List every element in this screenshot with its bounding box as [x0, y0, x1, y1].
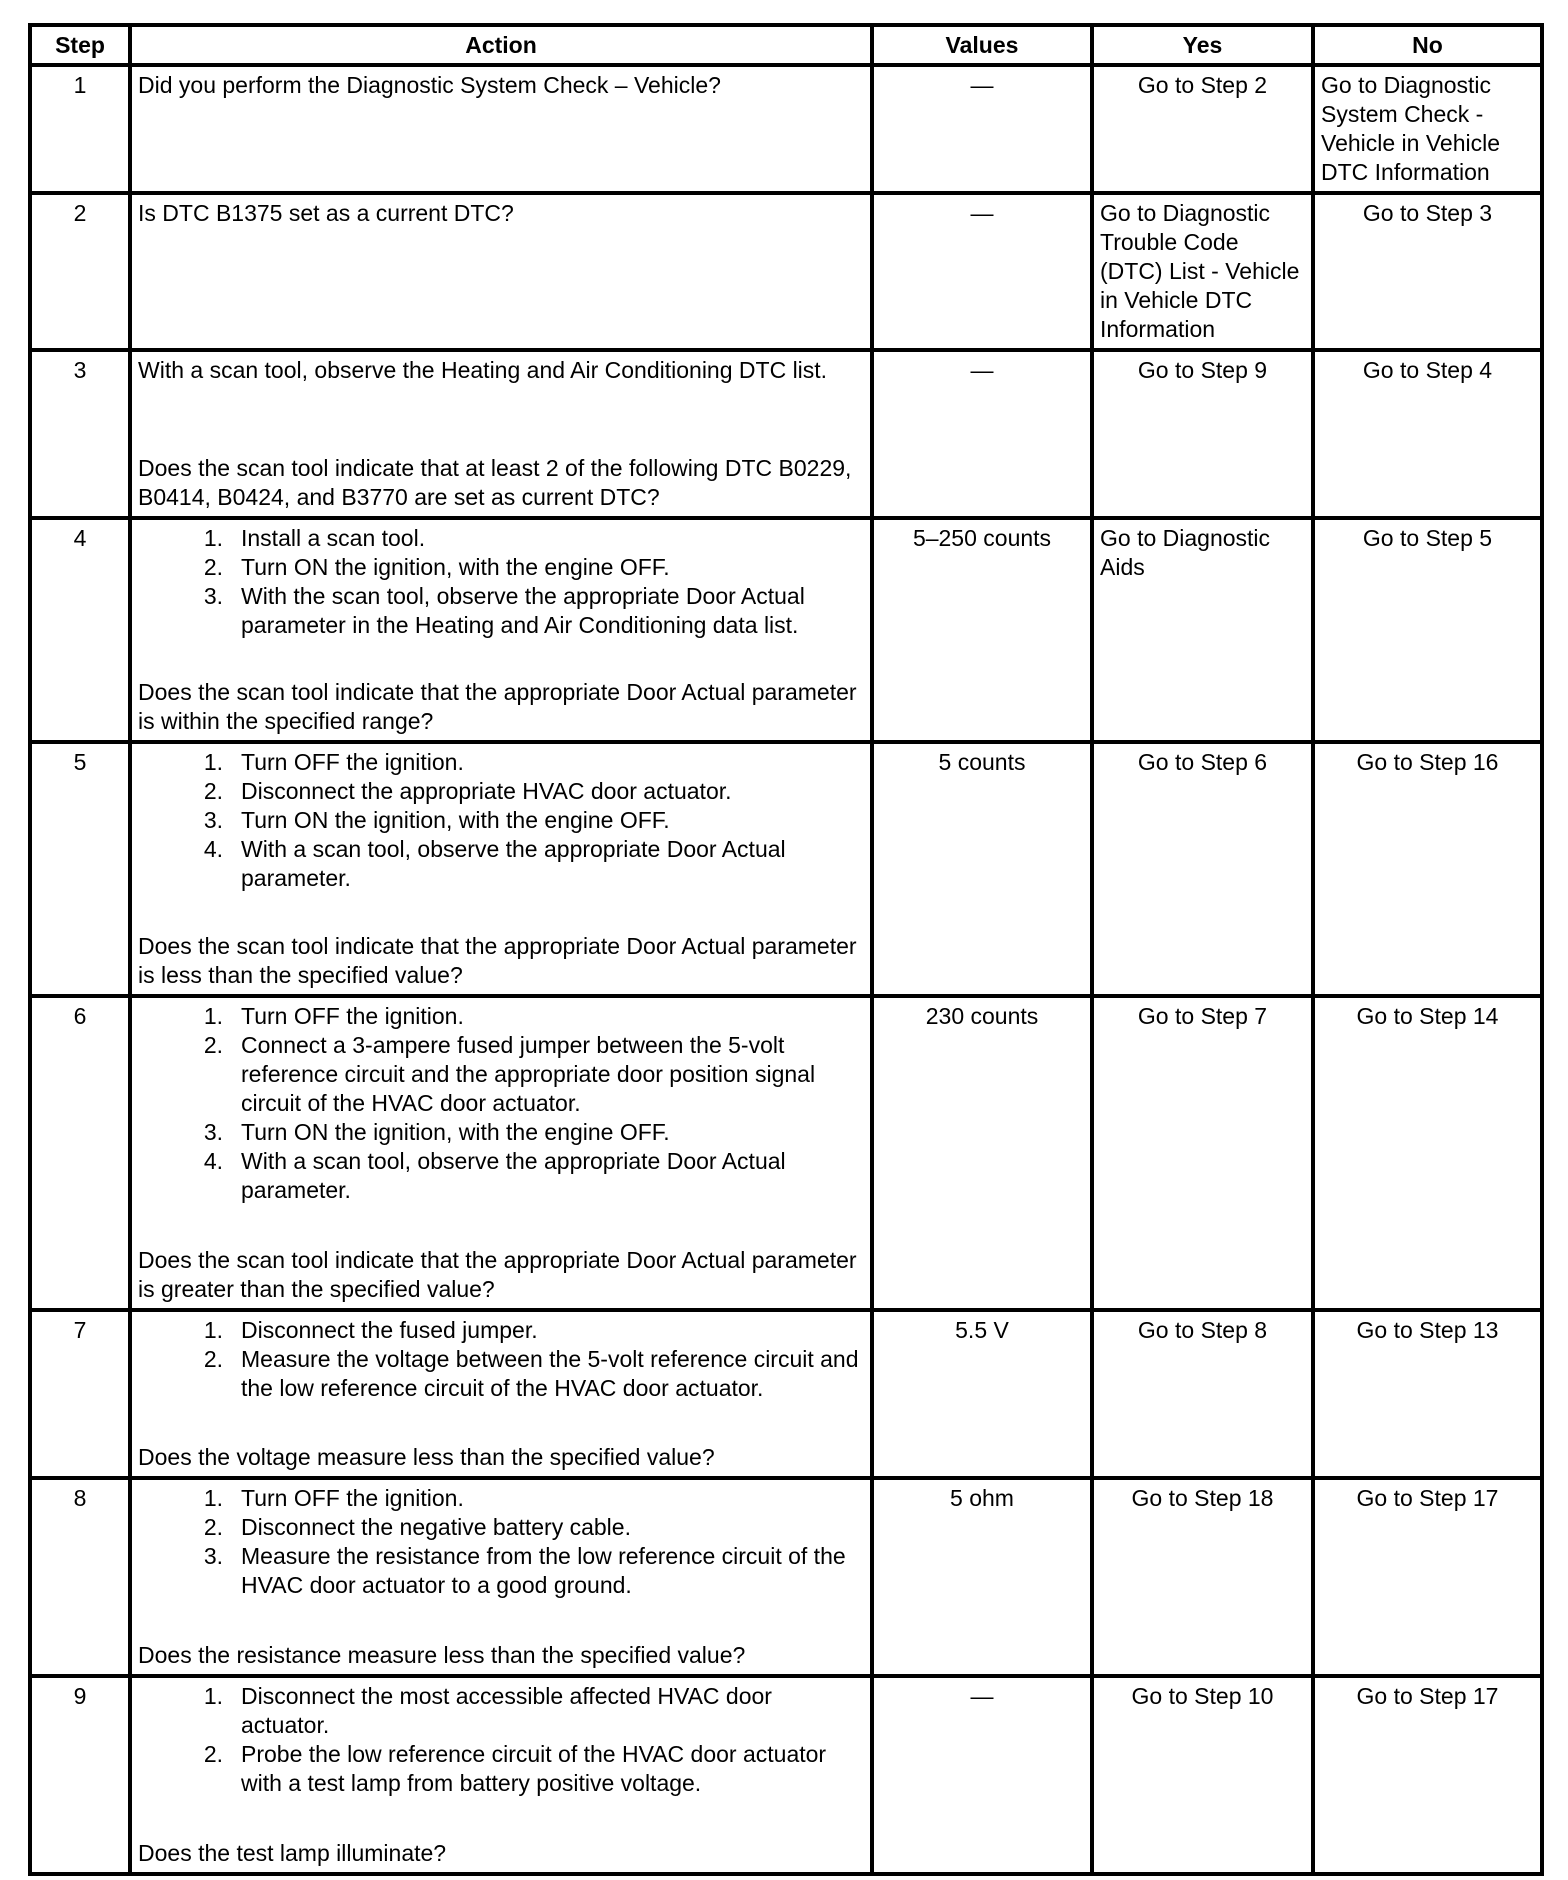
yes-result: Go to Step 2 [1092, 65, 1313, 193]
yes-result: Go to Diagnostic Aids [1092, 518, 1313, 742]
header-row [30, 25, 1542, 65]
action-step-number: 1. [203, 1003, 223, 1029]
step-number: 4 [30, 518, 130, 742]
action-step-text: Turn ON the ignition, with the engine OFF. [241, 1119, 670, 1145]
action-cell [130, 193, 872, 350]
header-action: Action [130, 25, 872, 65]
action-step-text: Turn OFF the ignition. [241, 749, 464, 775]
no-result: Go to Step 5 [1313, 518, 1542, 742]
action-step-number: 1. [203, 1485, 223, 1511]
action-intro: Is DTC B1375 set as a current DTC? [138, 200, 514, 226]
step-number: 7 [30, 1310, 130, 1478]
yes-result: Go to Step 18 [1092, 1478, 1313, 1676]
action-step-text: Disconnect the negative battery cable. [241, 1514, 631, 1540]
action-step-text: Measure the voltage between the 5-volt reference circuit and the low reference circuit of the HVAC door actuator. [241, 1346, 859, 1401]
action-intro: Did you perform the Diagnostic System Check – Vehicle? [138, 72, 721, 98]
action-step-list [138, 1316, 864, 1403]
header-no: No [1313, 25, 1542, 65]
yes-result: Go to Step 9 [1092, 350, 1313, 518]
action-step-item [138, 1740, 864, 1798]
action-step-text: Disconnect the most accessible affected HVAC door actuator. [241, 1683, 772, 1738]
action-step-number: 2. [203, 778, 223, 804]
action-step-item [138, 1147, 864, 1205]
action-cell [130, 1676, 872, 1874]
table-row [30, 1676, 1542, 1874]
action-step-item [138, 582, 864, 640]
action-step-item [138, 1031, 864, 1118]
action-step-text: With a scan tool, observe the appropriate Door Actual parameter. [241, 836, 786, 891]
no-result: Go to Step 13 [1313, 1310, 1542, 1478]
action-step-number: 3. [203, 583, 223, 609]
table-row [30, 1310, 1542, 1478]
action-step-text: Turn ON the ignition, with the engine OFF. [241, 807, 670, 833]
action-cell [130, 350, 872, 518]
action-cell [130, 1310, 872, 1478]
action-cell [130, 742, 872, 996]
table-row [30, 742, 1542, 996]
table-row [30, 996, 1542, 1310]
header-step: Step [30, 25, 130, 65]
specified-value: — [872, 1676, 1092, 1874]
yes-result: Go to Step 10 [1092, 1676, 1313, 1874]
action-step-text: With a scan tool, observe the appropriate Door Actual parameter. [241, 1148, 786, 1203]
action-step-text: Measure the resistance from the low reference circuit of the HVAC door actuator to a good ground. [241, 1543, 846, 1598]
action-step-item [138, 1682, 864, 1740]
action-question: Does the scan tool indicate that the appropriate Door Actual parameter is less than the specified value? [138, 933, 857, 988]
specified-value: 5–250 counts [872, 518, 1092, 742]
action-step-item [138, 748, 864, 777]
specified-value: — [872, 193, 1092, 350]
yes-result: Go to Step 7 [1092, 996, 1313, 1310]
action-step-item [138, 524, 864, 553]
action-step-item [138, 1345, 864, 1403]
table-row [30, 65, 1542, 193]
step-number: 9 [30, 1676, 130, 1874]
no-result: Go to Step 3 [1313, 193, 1542, 350]
action-step-list [138, 748, 864, 893]
action-step-item [138, 777, 864, 806]
action-step-text: Turn OFF the ignition. [241, 1003, 464, 1029]
header-values: Values [872, 25, 1092, 65]
step-number: 6 [30, 996, 130, 1310]
action-question: Does the test lamp illuminate? [138, 1840, 447, 1866]
no-result: Go to Step 14 [1313, 996, 1542, 1310]
action-step-item [138, 1316, 864, 1345]
action-step-list [138, 1002, 864, 1205]
action-step-number: 2. [203, 1741, 223, 1767]
specified-value: 5 ohm [872, 1478, 1092, 1676]
table-row [30, 518, 1542, 742]
action-step-number: 3. [203, 807, 223, 833]
action-step-list [138, 1682, 864, 1798]
step-number: 3 [30, 350, 130, 518]
action-question: Does the resistance measure less than the specified value? [138, 1642, 746, 1668]
action-step-item [138, 1513, 864, 1542]
specified-value: — [872, 350, 1092, 518]
no-result: Go to Step 17 [1313, 1676, 1542, 1874]
action-step-item [138, 1118, 864, 1147]
action-step-number: 2. [203, 1032, 223, 1058]
action-step-item [138, 1542, 864, 1600]
table-row [30, 1478, 1542, 1676]
action-step-number: 4. [203, 1148, 223, 1174]
action-intro: With a scan tool, observe the Heating and Air Conditioning DTC list. [138, 357, 828, 383]
action-question: Does the scan tool indicate that the appropriate Door Actual parameter is greater than the specified value? [138, 1247, 857, 1302]
table-row [30, 193, 1542, 350]
action-question: Does the scan tool indicate that the appropriate Door Actual parameter is within the specified range? [138, 679, 857, 734]
action-cell [130, 518, 872, 742]
yes-result: Go to Step 6 [1092, 742, 1313, 996]
action-step-item [138, 835, 864, 893]
action-step-item [138, 1484, 864, 1513]
action-cell [130, 1478, 872, 1676]
action-step-number: 3. [203, 1543, 223, 1569]
action-step-text: Turn OFF the ignition. [241, 1485, 464, 1511]
action-step-text: Disconnect the fused jumper. [241, 1317, 538, 1343]
step-number: 8 [30, 1478, 130, 1676]
action-step-item [138, 553, 864, 582]
specified-value: 230 counts [872, 996, 1092, 1310]
table-row [30, 350, 1542, 518]
no-result: Go to Step 4 [1313, 350, 1542, 518]
action-question: Does the voltage measure less than the specified value? [138, 1444, 715, 1470]
action-step-number: 1. [203, 525, 223, 551]
no-result: Go to Step 17 [1313, 1478, 1542, 1676]
action-step-number: 1. [203, 1683, 223, 1709]
action-step-number: 2. [203, 554, 223, 580]
action-step-text: Turn ON the ignition, with the engine OFF. [241, 554, 670, 580]
no-result: Go to Step 16 [1313, 742, 1542, 996]
action-step-list [138, 1484, 864, 1600]
no-result: Go to Diagnostic System Check - Vehicle in Vehicle DTC Information [1313, 65, 1542, 193]
diagnostic-table [28, 23, 1544, 1876]
action-step-text: Install a scan tool. [241, 525, 426, 551]
header-yes: Yes [1092, 25, 1313, 65]
step-number: 5 [30, 742, 130, 996]
step-number: 2 [30, 193, 130, 350]
step-number: 1 [30, 65, 130, 193]
action-step-list [138, 524, 864, 640]
action-cell [130, 996, 872, 1310]
yes-result: Go to Diagnostic Trouble Code (DTC) List - Vehicle in Vehicle DTC Information [1092, 193, 1313, 350]
specified-value: 5.5 V [872, 1310, 1092, 1478]
action-question: Does the scan tool indicate that at least 2 of the following DTC B0229, B0414, B0424, and B3770 are set as current DTC? [138, 455, 852, 510]
action-step-number: 1. [203, 749, 223, 775]
action-step-item [138, 1002, 864, 1031]
action-step-number: 1. [203, 1317, 223, 1343]
specified-value: 5 counts [872, 742, 1092, 996]
action-step-number: 2. [203, 1514, 223, 1540]
action-step-text: Disconnect the appropriate HVAC door actuator. [241, 778, 732, 804]
action-step-number: 4. [203, 836, 223, 862]
yes-result: Go to Step 8 [1092, 1310, 1313, 1478]
action-cell [130, 65, 872, 193]
action-step-item [138, 806, 864, 835]
action-step-text: With the scan tool, observe the appropriate Door Actual parameter in the Heating and Air Conditioning data list. [241, 583, 805, 638]
specified-value: — [872, 65, 1092, 193]
action-step-text: Probe the low reference circuit of the HVAC door actuator with a test lamp from battery positive voltage. [241, 1741, 827, 1796]
action-step-text: Connect a 3-ampere fused jumper between the 5-volt reference circuit and the appropriate door position signal circuit of the HVAC door actuator. [241, 1032, 816, 1116]
action-step-number: 3. [203, 1119, 223, 1145]
action-step-number: 2. [203, 1346, 223, 1372]
